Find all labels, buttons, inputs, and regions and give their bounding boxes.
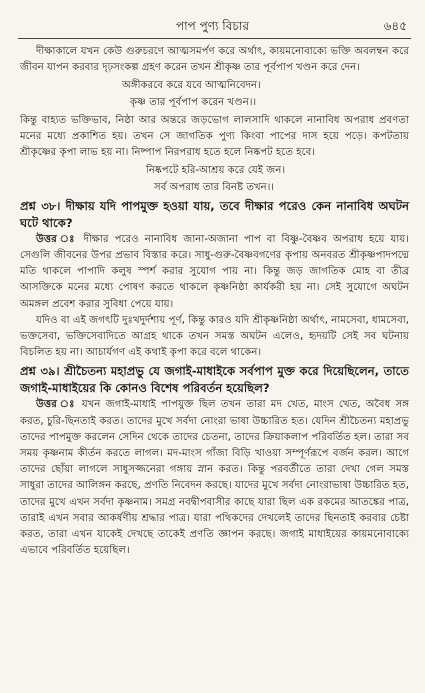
verse-line: অঙ্গীকরবে করে যবে আত্মনিবেদন। bbox=[122, 80, 261, 92]
answer-label: উত্তর ঃ bbox=[36, 399, 77, 411]
verse-line: নিষ্কপটে হরি-আশ্রয় করে যেই জন। bbox=[146, 165, 286, 177]
question-39 bbox=[20, 363, 409, 397]
verse-block bbox=[20, 163, 409, 195]
page-body bbox=[20, 44, 409, 559]
question-text: দীক্ষায় যদি পাপমুক্ত হওয়া যায়, তবে দীক্ষার পরেও কেন নানাবিধ অঘটন ঘটে থাকে? bbox=[20, 198, 409, 230]
answer-text: যখন জগাই-মাধাই পাপযুক্ত ছিল তখন তারা মদ খেত, মাংস খেত, অবৈধ সঙ্গ করত, চুরি-ছিনতাই করত। তাদের মুখে সর্বদা নোংরা ভাষা উচ্চারিত হত। যেদিন শ্রীচৈতন্য মহাপ্রভু তাদের পাপমুক্ত করলেন সেদিন থেকে তাদের চেতনা, তাদের ক্রিয়াকলাপ পরিবর্তিত হল। তারা সব সময় কৃষ্ণনাম কীর্তন করতে লাগল। মদ-মাংস গাঁজা বিড়ি খাওয়া সম্পূর্ণরূপে বর্জন করল। আগে তাদের ছোঁয়া লাগলে সাধুসজ্জনেরা গঙ্গায় স্নান করত। কিন্তু পরবর্তীতে তারা দেখা গেল সমস্ত সাধুরা তাদের আলিঙ্গন করছে, প্রণতি নিবেদন করছে। যাদের মুখে সর্বদা নোংরাভাষা উচ্চারিত হত, তাদের মুখে এখন সর্বদা কৃষ্ণনাম। সমগ্র নবদ্বীপবাসীর কাছে যারা ছিল এক রকমের আতঙ্কের পাত্র, তারাই এখন সবার আকর্ষণীয় শ্রদ্ধার পাত্র। যারা পথিকদের দেখলেই তাদের ছিনতাই করবার চেষ্টা করত, তারা এখন যাকেই দেখছে তাকেই প্রণতি জ্ঞাপন করছে। জগাই মাধাইয়ের কায়মনোবাক্যে এভাবে পরিবর্তিত হয়েছিল। bbox=[20, 399, 409, 557]
verse-block bbox=[20, 78, 409, 110]
running-title: পাপ পুণ্য বিচার bbox=[176, 19, 249, 33]
page-number: ৬৪৫ bbox=[383, 19, 407, 33]
verse-line: সর্ব অপরাধ তার বিনষ্ট তখন।। bbox=[154, 181, 275, 193]
body-paragraph: কিন্তু বাহ্যত ভক্তিভাব, নিষ্ঠা আর অন্তরে জড়ভোগ লালসাদি থাকলে নানাবিধ অপরাধ প্রবণতা মনের মধ্যে প্রকাশিত হয়। তখন সে জাগতিক পুণ্য কিংবা পাপের দাস হয়ে পড়ে। কপটতায় শ্রীকৃষ্ণের কৃপা লাভ হয় না। নিষ্পাপ নিরপরাধ হতে হলে নিষ্কপট হতে হবে। bbox=[20, 114, 409, 159]
answer-label: উত্তর ঃ bbox=[36, 233, 78, 245]
question-text: শ্রীচৈতন্য মহাপ্রভু যে জগাই-মাধাইকে সর্বপাপ মুক্ত করে দিয়েছিলেন, তাতে জগাই-মাধাইয়ের কি কোনও বিশেষ পরিবর্তন হয়েছিল? bbox=[20, 364, 409, 396]
question-label: প্রশ্ন ৩৯। bbox=[20, 364, 60, 379]
question-38 bbox=[20, 198, 409, 232]
page-header bbox=[0, 18, 425, 38]
verse-line: কৃষ্ণ তার পূর্বপাপ করেন খণ্ডন।। bbox=[130, 96, 257, 108]
question-label: প্রশ্ন ৩৮। bbox=[20, 198, 61, 213]
header-rule bbox=[18, 38, 411, 39]
answer-text: দীক্ষার পরেও নানাবিধ জানা-অজানা পাপ বা বিষ্ণু-বৈষ্ণব অপরাধ হয়ে যায়। সেগুলি জীবনের উপর প্রভাব বিস্তার করে। সাধু-গুরু-বৈষ্ণবগণের কৃপায় অনবরত শ্রীকৃষ্ণপাদপদ্মে মতি থাকলে পাপাদি কলুষ স্পর্শ করার সুযোগ পায় না। কিন্তু জড় জাগতিক মোহ বা তীব্র আসক্তিকে মনের মধ্যে পোষণ করতে থাকলে কৃষ্ণনিষ্ঠা কার্যকরী হয় না। সেই সুযোগে অঘটন অমঙ্গল প্রবেশ করার সুবিধা পেয়ে যায়। bbox=[20, 233, 409, 310]
intro-paragraph: দীক্ষাকালে যখন কেউ গুরুচরণে আত্মসমর্পণ করে অর্থাৎ, কায়মনোবাক্যে ভক্তি অবলম্বন করে জীবন যাপন করবার দৃঢ়সংকল্প গ্রহণ করেন তখন শ্রীকৃষ্ণ তার পূর্বপাপ খণ্ডন করে দেন। bbox=[20, 46, 409, 74]
answer-38-continued: যদিও বা এই জগৎটি দুঃখদুর্দশায় পূর্ণ, কিন্তু কারও যদি শ্রীকৃষ্ণনিষ্ঠা অর্থাৎ, নামসেবা, ধামসেবা, ভক্তসেবা, ভক্তিসেবাদিতে আগ্রহ থাকে তখন সমস্ত অঘটন এলেও, হৃদয়টি সেই সব ঘটনায় বিচলিত হয় না। আচার্যগণ এই কথাই কৃপা করে বলে থাকেন। bbox=[20, 314, 409, 359]
answer-38 bbox=[20, 232, 409, 313]
answer-39 bbox=[20, 397, 409, 559]
